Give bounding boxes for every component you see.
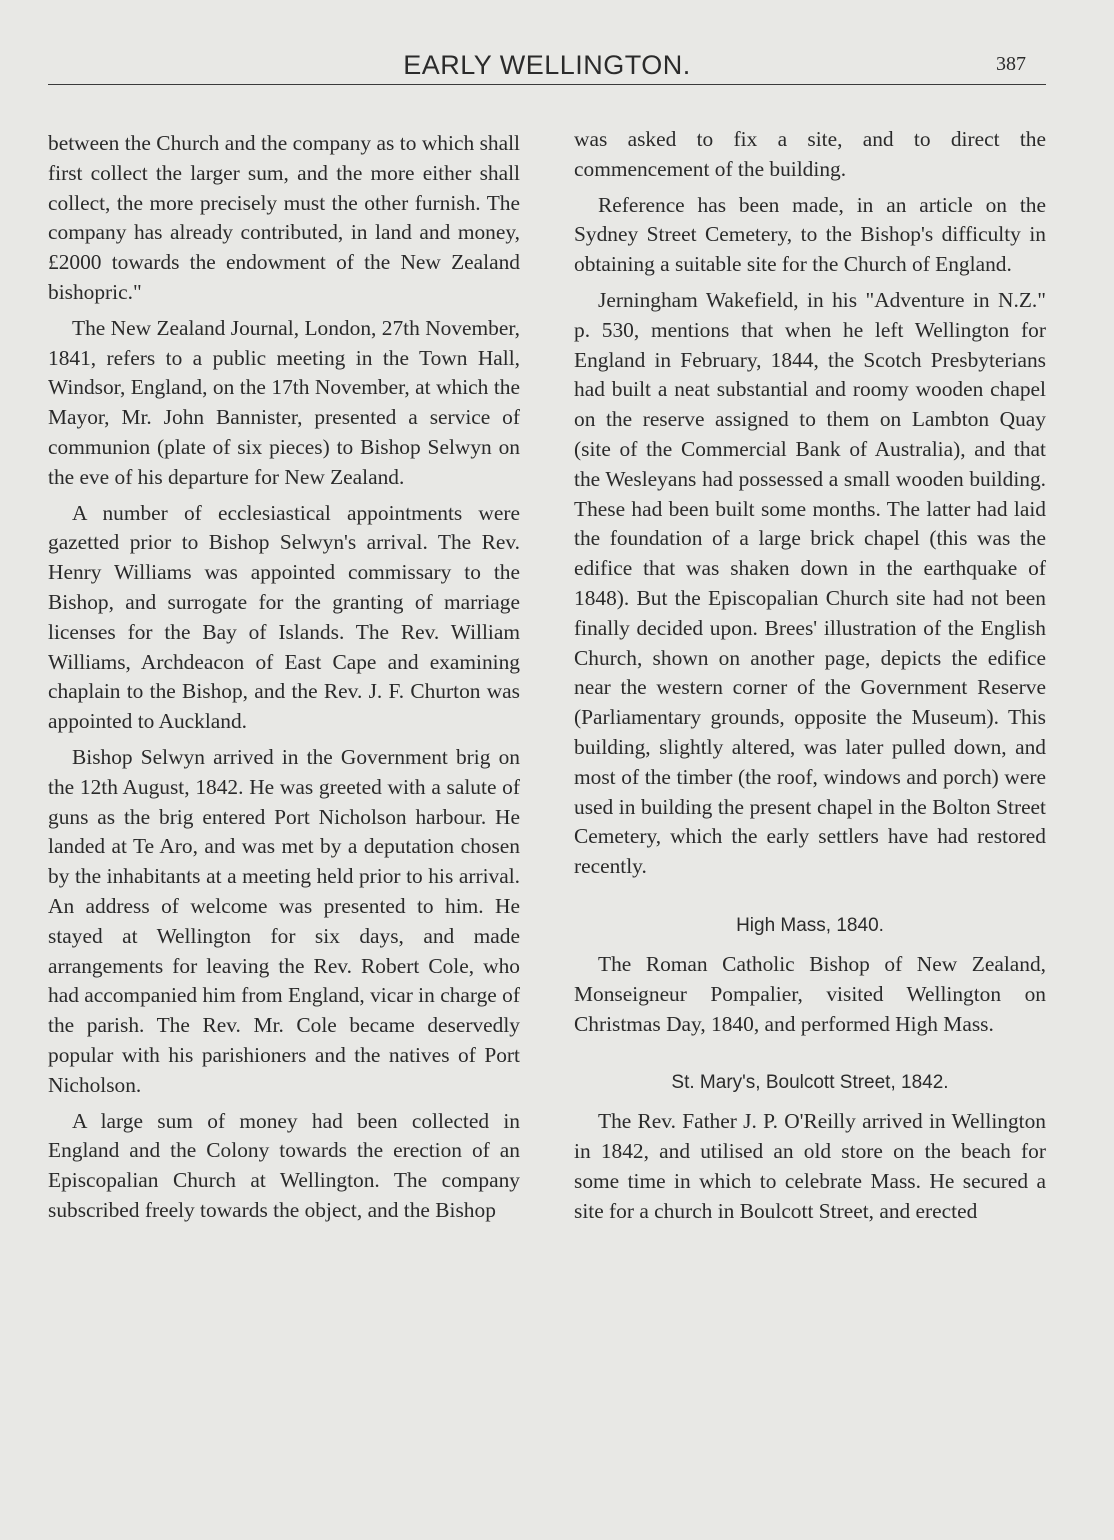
- paragraph: Reference has been made, in an article on the Sydney Street Cemetery, to the Bishop's difficulty in obtaining a suitable site for the Church of England.: [574, 192, 1046, 277]
- section-heading-high-mass: High Mass, 1840.: [736, 914, 884, 936]
- left-column: [48, 129, 520, 1232]
- paragraph: was asked to fix a site, and to direct the commencement of the building.: [574, 127, 1046, 181]
- paragraph: The Rev. Father J. P. O'Reilly arrived in Wellington in 1842, and utilised an old store on the beach for some time in which to celebrate Mass. He secured a site for a church in Boulcott Street, and erected: [574, 1109, 1046, 1223]
- paragraph: The New Zealand Journal, London, 27th November, 1841, refers to a public meeting in the Town Hall, Windsor, England, on the 17th November, at which the Mayor, Mr. John Bannister, presented a service of communion (plate of six pieces) to Bishop Selwyn on the eve of his departure for New Zealand.: [48, 315, 520, 489]
- paragraph: Bishop Selwyn arrived in the Government brig on the 12th August, 1842. He was greeted with a salute of guns as the brig entered Port Nicholson harbour. He landed at Te Aro, and was met by a deputation chosen by the inhabitants at a meeting held prior to his arrival. An address of welcome was presented to him. He stayed at Wellington for six days, and made arrangements for leaving the Rev. Robert Cole, who had accompanied him from England, vicar in charge of the parish. The Rev. Mr. Cole became deservedly popular with his parishioners and the natives of Port Nicholson.: [48, 744, 520, 1097]
- page-number: 387: [996, 53, 1026, 75]
- paragraph: The Roman Catholic Bishop of New Zealand, Monseigneur Pompalier, visited Wellington on Christmas Day, 1840, and performed High Mass.: [574, 951, 1046, 1036]
- paragraph: Jerningham Wakefield, in his "Adventure in N.Z." p. 530, mentions that when he left Wellington for England in February, 1844, the Scotch Presbyterians had built a neat substantial and roomy wooden chapel on the reserve assigned to them on Lambton Quay (site of the Commercial Bank of Australia), and that the Wesleyans had possessed a small wooden building. These had been built some months. The latter had laid the foundation of a large brick chapel (this was the edifice that was shaken down in the earthquake of 1848). But the Episcopalian Church site had not been finally decided upon. Brees' illustration of the English Church, shown on another page, depicts the edifice near the western corner of the Government Reserve (Parliamentary grounds, opposite the Museum). This building, slightly altered, was later pulled down, and most of the timber (the roof, windows and porch) were used in building the present chapel in the Bolton Street Cemetery, which the early settlers have had restored recently.: [574, 287, 1046, 879]
- paragraph: between the Church and the company as to which shall first collect the larger sum, and the more either shall collect, the more precisely must the other furnish. The company has already contributed, in land and money, £2000 towards the endowment of the New Zealand bishopric.": [48, 131, 520, 304]
- running-title: EARLY WELLINGTON.: [403, 50, 691, 80]
- paragraph: A large sum of money had been collected in England and the Colony towards the erection of an Episcopalian Church at Wellington. The company subscribed freely towards the object, and the Bishop: [48, 1108, 520, 1222]
- header-rule: [48, 84, 1046, 85]
- paragraph: A number of ecclesiastical appointments were gazetted prior to Bishop Selwyn's arrival. The Rev. Henry Williams was appointed commissary to the Bishop, and surrogate for the granting of marriage licenses for the Bay of Islands. The Rev. William Williams, Archdeacon of East Cape and examining chaplain to the Bishop, and the Rev. J. F. Churton was appointed to Auckland.: [48, 500, 520, 734]
- page-header: [48, 48, 1046, 84]
- right-column: [574, 125, 1046, 1233]
- section-heading-st-marys: St. Mary's, Boulcott Street, 1842.: [671, 1072, 949, 1094]
